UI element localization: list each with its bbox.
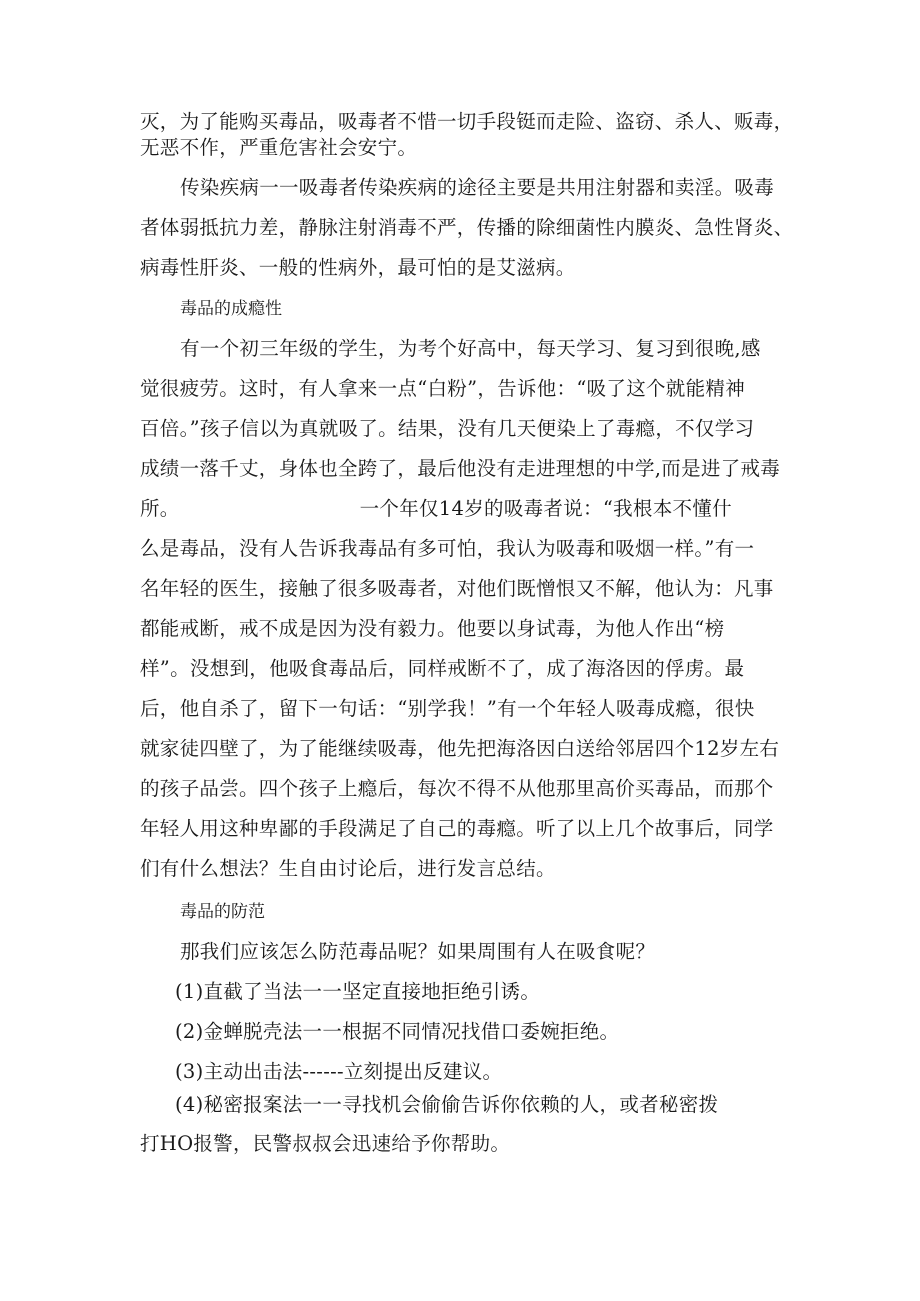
text-line: 有一个初三年级的学生，为考个好高中，每天学习、复习到很晚,感 bbox=[180, 337, 761, 360]
section-heading: 毒品的成瘾性 bbox=[180, 299, 282, 319]
text-line: 无恶不作，严重危害社会安宁。 bbox=[140, 136, 418, 159]
text-line: 灭，为了能购买毒品，吸毒者不惜一切手段铤而走险、盗窃、杀人、贩毒， bbox=[140, 110, 794, 133]
text-line: 者体弱抵抗力差，静脉注射消毒不严，传播的除细菌性内膜炎、急性肾炎、 bbox=[140, 216, 794, 239]
section-heading: 毒品的防范 bbox=[180, 902, 265, 922]
text-line: 百倍。”孩子信以为真就吸了。结果，没有几天便染上了毒瘾，不仅学习 bbox=[140, 417, 755, 440]
text-fragment: 一个年仅14岁的吸毒者说：“我根本不懂什 bbox=[359, 497, 732, 520]
list-item: (2)金蝉脱壳法一一根据不同情况找借口委婉拒绝。 bbox=[175, 1020, 620, 1043]
text-line: 病毒性肝炎、一般的性病外，最可怕的是艾滋病。 bbox=[140, 256, 576, 279]
list-item: (4)秘密报案法一一寻找机会偷偷告诉你依赖的人，或者秘密拨 bbox=[175, 1093, 719, 1116]
text-line: 那我们应该怎么防范毒品呢？如果周围有人在吸食呢？ bbox=[180, 940, 656, 963]
list-item: (3)主动出击法------立刻提出反建议。 bbox=[175, 1060, 503, 1083]
text-line bbox=[140, 497, 732, 521]
text-line: 名年轻的医生，接触了很多吸毒者，对他们既憎恨又不解，他认为：凡事 bbox=[140, 577, 774, 600]
text-line: 样”。没想到，他吸食毒品后，同样戒断不了，成了海洛因的俘虏。最 bbox=[140, 657, 745, 680]
text-line: 传染疾病一一吸毒者传染疾病的途径主要是共用注射器和卖淫。吸毒 bbox=[180, 176, 775, 199]
text-line: 打HO报警，民警叔叔会迅速给予你帮助。 bbox=[140, 1132, 511, 1155]
text-line: 么是毒品，没有人告诉我毒品有多可怕，我认为吸毒和吸烟一样。”有一 bbox=[140, 537, 755, 560]
text-line: 年轻人用这种卑鄙的手段满足了自己的毒瘾。听了以上几个故事后，同学 bbox=[140, 817, 774, 840]
text-line: 觉很疲劳。这时，有人拿来一点“白粉”，告诉他：“吸了这个就能精神 bbox=[140, 377, 746, 400]
text-fragment: 所。 bbox=[140, 497, 180, 520]
list-item: (1)直截了当法一一坚定直接地拒绝引诱。 bbox=[175, 980, 541, 1003]
text-line: 成绩一落千丈，身体也全跨了，最后他没有走进理想的中学,而是进了戒毒 bbox=[140, 457, 781, 480]
text-line: 就家徒四壁了，为了能继续吸毒，他先把海洛因白送给邻居四个12岁左右 bbox=[140, 737, 780, 760]
text-line: 们有什么想法？生自由讨论后，进行发言总结。 bbox=[140, 857, 556, 880]
text-line: 的孩子品尝。四个孩子上瘾后，每次不得不从他那里高价买毒品，而那个 bbox=[140, 777, 774, 800]
text-line: 后，他自杀了，留下一句话：“别学我！”有一个年轻人吸毒成瘾，很快 bbox=[140, 697, 755, 720]
text-line: 都能戒断，戒不成是因为没有毅力。他要以身试毒，为他人作出“榜 bbox=[140, 617, 725, 640]
